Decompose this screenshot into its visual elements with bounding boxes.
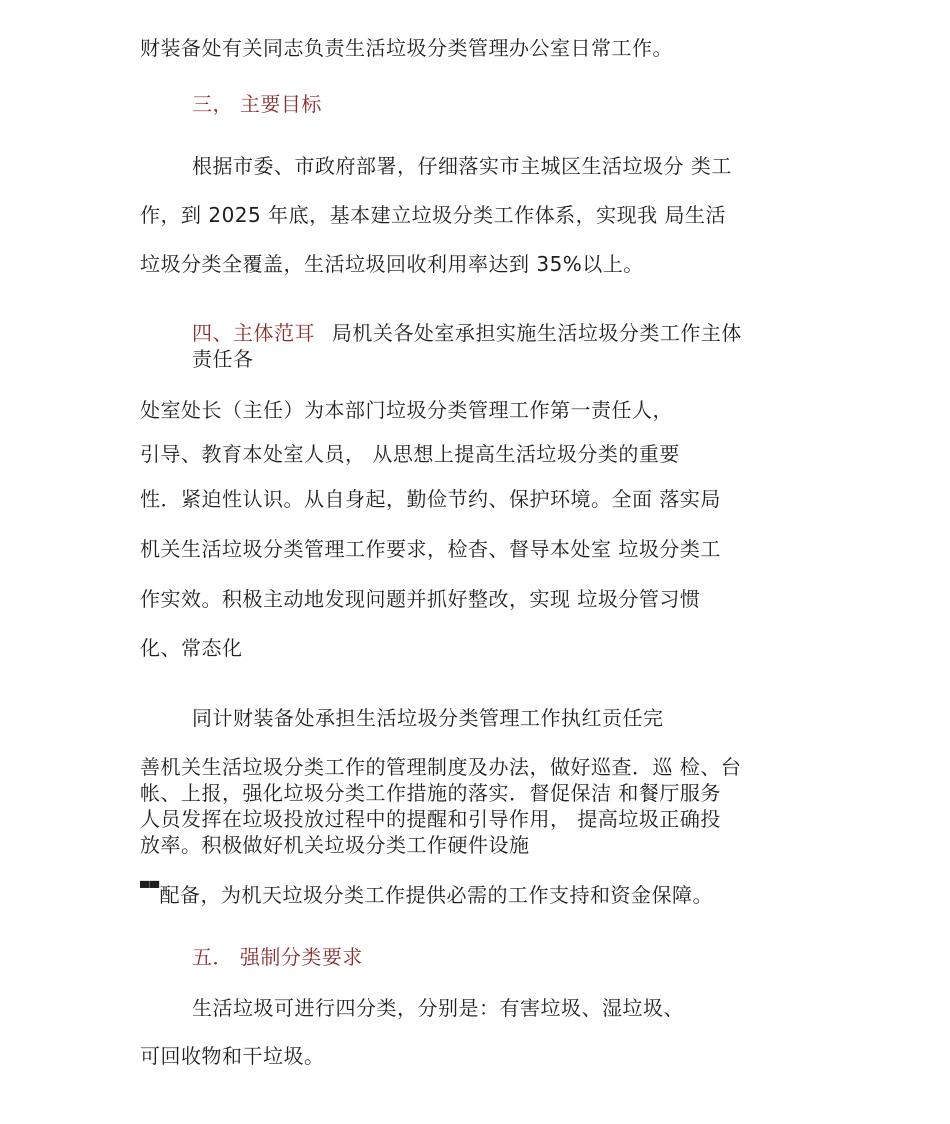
text-line: 性．紧迫性认识。从自身起，勤俭节约、保护环境。全面 落实局 bbox=[140, 487, 721, 511]
text-line: 处室处长（主任）为本部门垃圾分类管理工作第一责任人， bbox=[140, 398, 673, 422]
text-line: 人员发挥在垃圾投放过程中的提醒和引导作用， 提高垃圾正确投 bbox=[140, 807, 721, 831]
text-line: 作，到 2025 年底，基本建立垃圾分类工作体系，实现我 局生活 bbox=[140, 203, 726, 227]
text-line-with-mark bbox=[140, 882, 713, 908]
text-line: 善机关生活垃圾分类工作的管理制度及办法，做好巡查．巡 检、台 bbox=[140, 755, 742, 779]
text-line: 放率。积极做好机关垃圾分类工作硬件设施 bbox=[140, 833, 530, 857]
section-heading-4: 四、主体范耳 bbox=[192, 321, 315, 345]
section-heading-5: 五． 强制分类要求 bbox=[192, 945, 363, 969]
text-line: 可回收物和干垃圾。 bbox=[140, 1044, 325, 1068]
text-line: 垃圾分类全覆盖，生活垃圾回收利用率达到 35%以上。 bbox=[140, 252, 644, 276]
text-line: 责任各 bbox=[192, 347, 254, 371]
scan-artifact-mark: ▀▀ bbox=[140, 881, 160, 895]
text-line: 帐、上报，强化垃圾分类工作措施的落实．督促保洁 和餐厅服务 bbox=[140, 781, 721, 805]
section-heading-4-line bbox=[192, 320, 742, 346]
text-line: 化、常态化 bbox=[140, 636, 243, 660]
text-line: 生活垃圾可进行四分类，分别是：有害垃圾、湿垃圾、 bbox=[192, 996, 684, 1020]
text-line: 作实效。积极主动地发现问题并抓好整改，实现 垃圾分管习惯 bbox=[140, 587, 701, 611]
text-line: 根据市委、市政府部署，仔细落实市主城区生活垃圾分 类工 bbox=[192, 154, 732, 178]
text-line: 同计财装备处承担生活垃圾分类管理工作执红贡任完 bbox=[192, 706, 664, 730]
section-heading-3: 三， 主要目标 bbox=[192, 92, 322, 116]
heading-4-text: 局机关各处室承担实施生活垃圾分类工作主体 bbox=[331, 321, 742, 345]
text-line: 财装备处有关同志负责生活垃圾分类管理办公室日常工作。 bbox=[140, 36, 673, 60]
text-line: 引导、教育本处室人员， 从思想上提高生活垃圾分类的重要 bbox=[140, 442, 680, 466]
text-line: 机关生活垃圾分类管理工作要求，检杳、督导本处室 垃圾分类工 bbox=[140, 537, 721, 561]
text-line: 配备，为机天垃圾分类工作提供必需的工作支持和资金保障。 bbox=[159, 883, 713, 907]
